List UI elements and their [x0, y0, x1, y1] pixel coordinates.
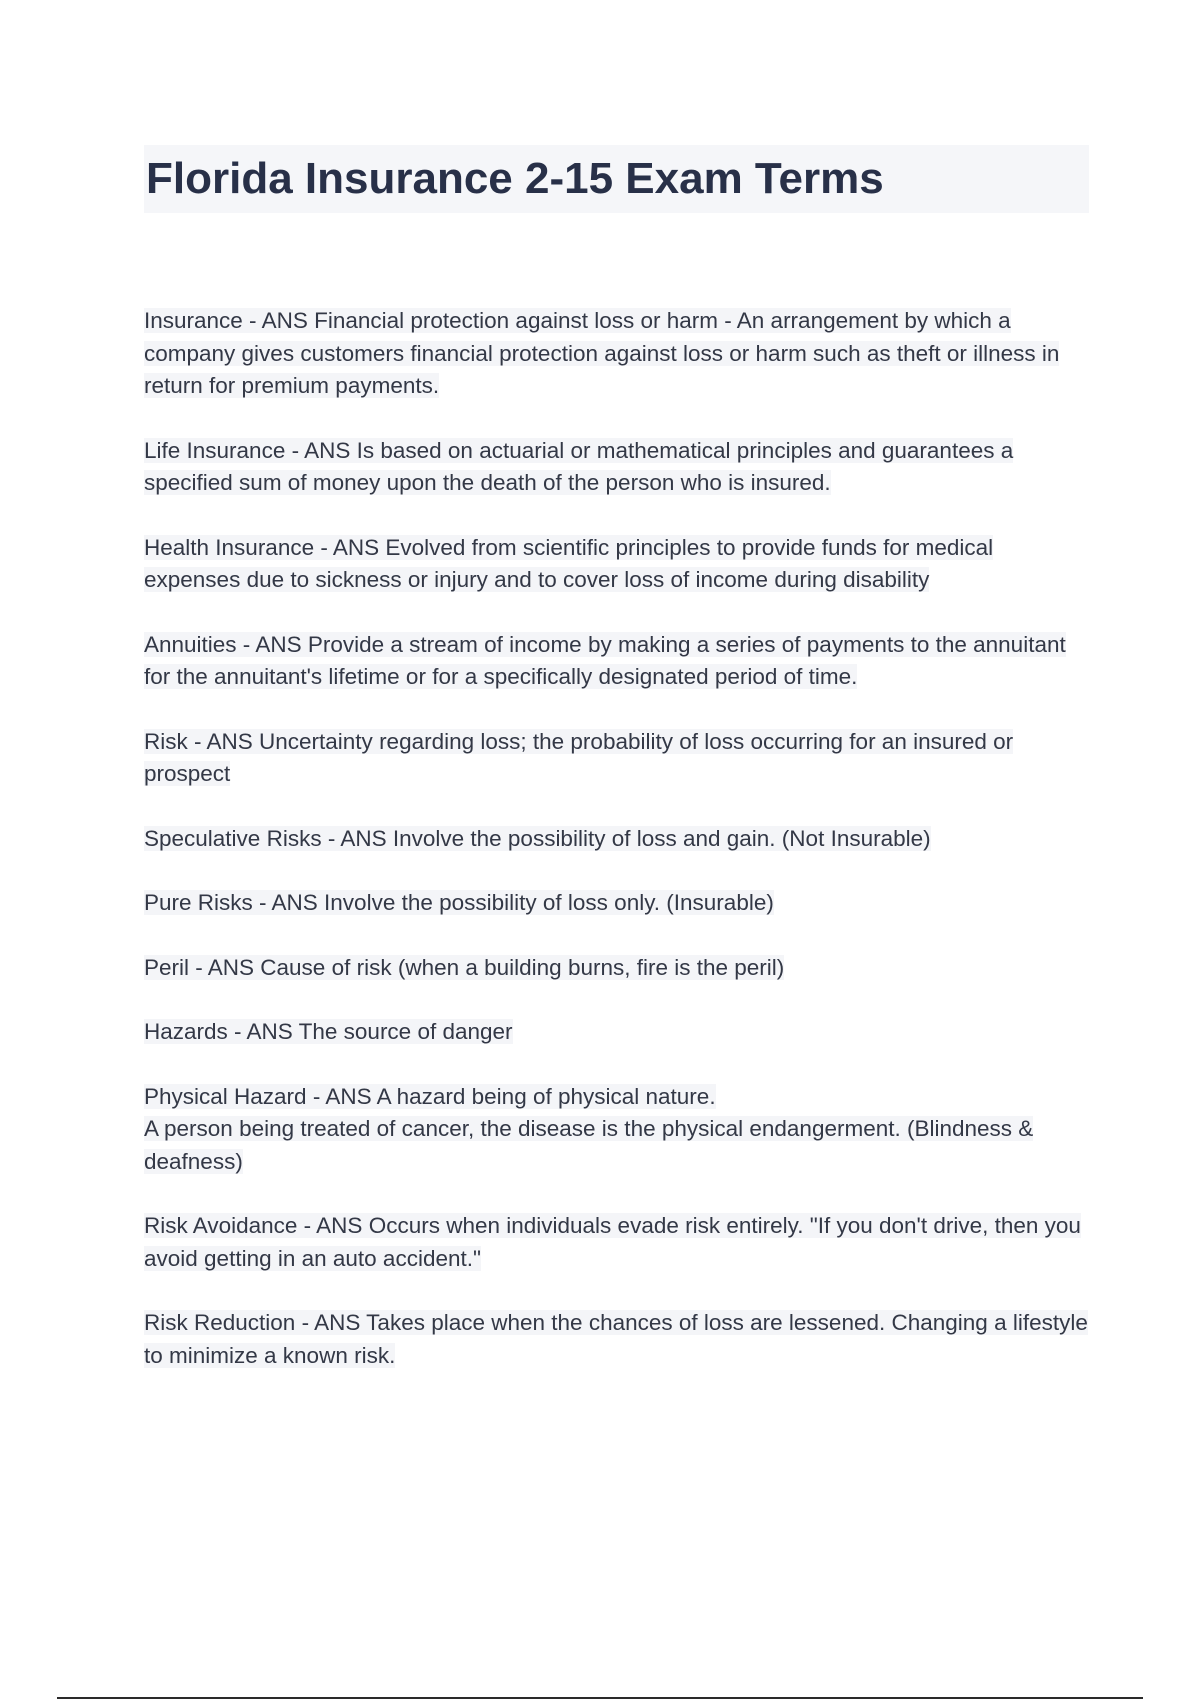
- term-entry-text: Risk Avoidance - ANS Occurs when individuals evade risk entirely. "If you don't drive, then you avoid getting in an auto accident.": [144, 1213, 1081, 1271]
- term-entry-text: Physical Hazard - ANS A hazard being of physical nature. A person being treated of cancer, the disease is the physical endangerment. (Blindness & deafness): [144, 1083, 1034, 1174]
- page-title: Florida Insurance 2-15 Exam Terms: [146, 154, 884, 203]
- term-entry: [144, 1081, 1094, 1179]
- term-entry: [144, 305, 1094, 403]
- term-entry: [144, 1016, 1094, 1049]
- term-entry: [144, 823, 1094, 856]
- term-entry: [144, 435, 1094, 500]
- term-entry-text: Annuities - ANS Provide a stream of income by making a series of payments to the annuitant for the annuitant's lifetime or for a specifically designated period of time.: [144, 631, 1066, 689]
- term-entry-text: Risk - ANS Uncertainty regarding loss; the probability of loss occurring for an insured or prospect: [144, 728, 1014, 786]
- term-entry-text: Peril - ANS Cause of risk (when a building burns, fire is the peril): [144, 954, 785, 980]
- term-entry-text: Risk Reduction - ANS Takes place when the chances of loss are lessened. Changing a lifestyle to minimize a known risk.: [144, 1310, 1088, 1368]
- term-entry: [144, 952, 1094, 985]
- term-entry: [144, 1210, 1094, 1275]
- term-entry-text: Life Insurance - ANS Is based on actuarial or mathematical principles and guarantees a specified sum of money upon the death of the person who is insured.: [144, 437, 1014, 495]
- term-entry-text: Hazards - ANS The source of danger: [144, 1019, 513, 1044]
- term-entry-text: Pure Risks - ANS Involve the possibility of loss only. (Insurable): [144, 890, 774, 915]
- term-list: [144, 305, 1094, 1404]
- term-entry-text: Health Insurance - ANS Evolved from scientific principles to provide funds for medical expenses due to sickness or injury and to cover loss of income during disability: [144, 534, 994, 592]
- term-entry-text: Speculative Risks - ANS Involve the possibility of loss and gain. (Not Insurable): [144, 825, 931, 851]
- title-block: [144, 145, 1089, 213]
- term-entry: [144, 726, 1094, 791]
- term-entry: [144, 532, 1094, 597]
- term-entry: [144, 1307, 1094, 1372]
- term-entry-text: Insurance - ANS Financial protection against loss or harm - An arrangement by which a company gives customers financial protection against loss or harm such as theft or illness in return for premium payments.: [144, 308, 1060, 398]
- term-entry: [144, 887, 1094, 920]
- term-entry: [144, 629, 1094, 694]
- footer-divider: [57, 1697, 1143, 1699]
